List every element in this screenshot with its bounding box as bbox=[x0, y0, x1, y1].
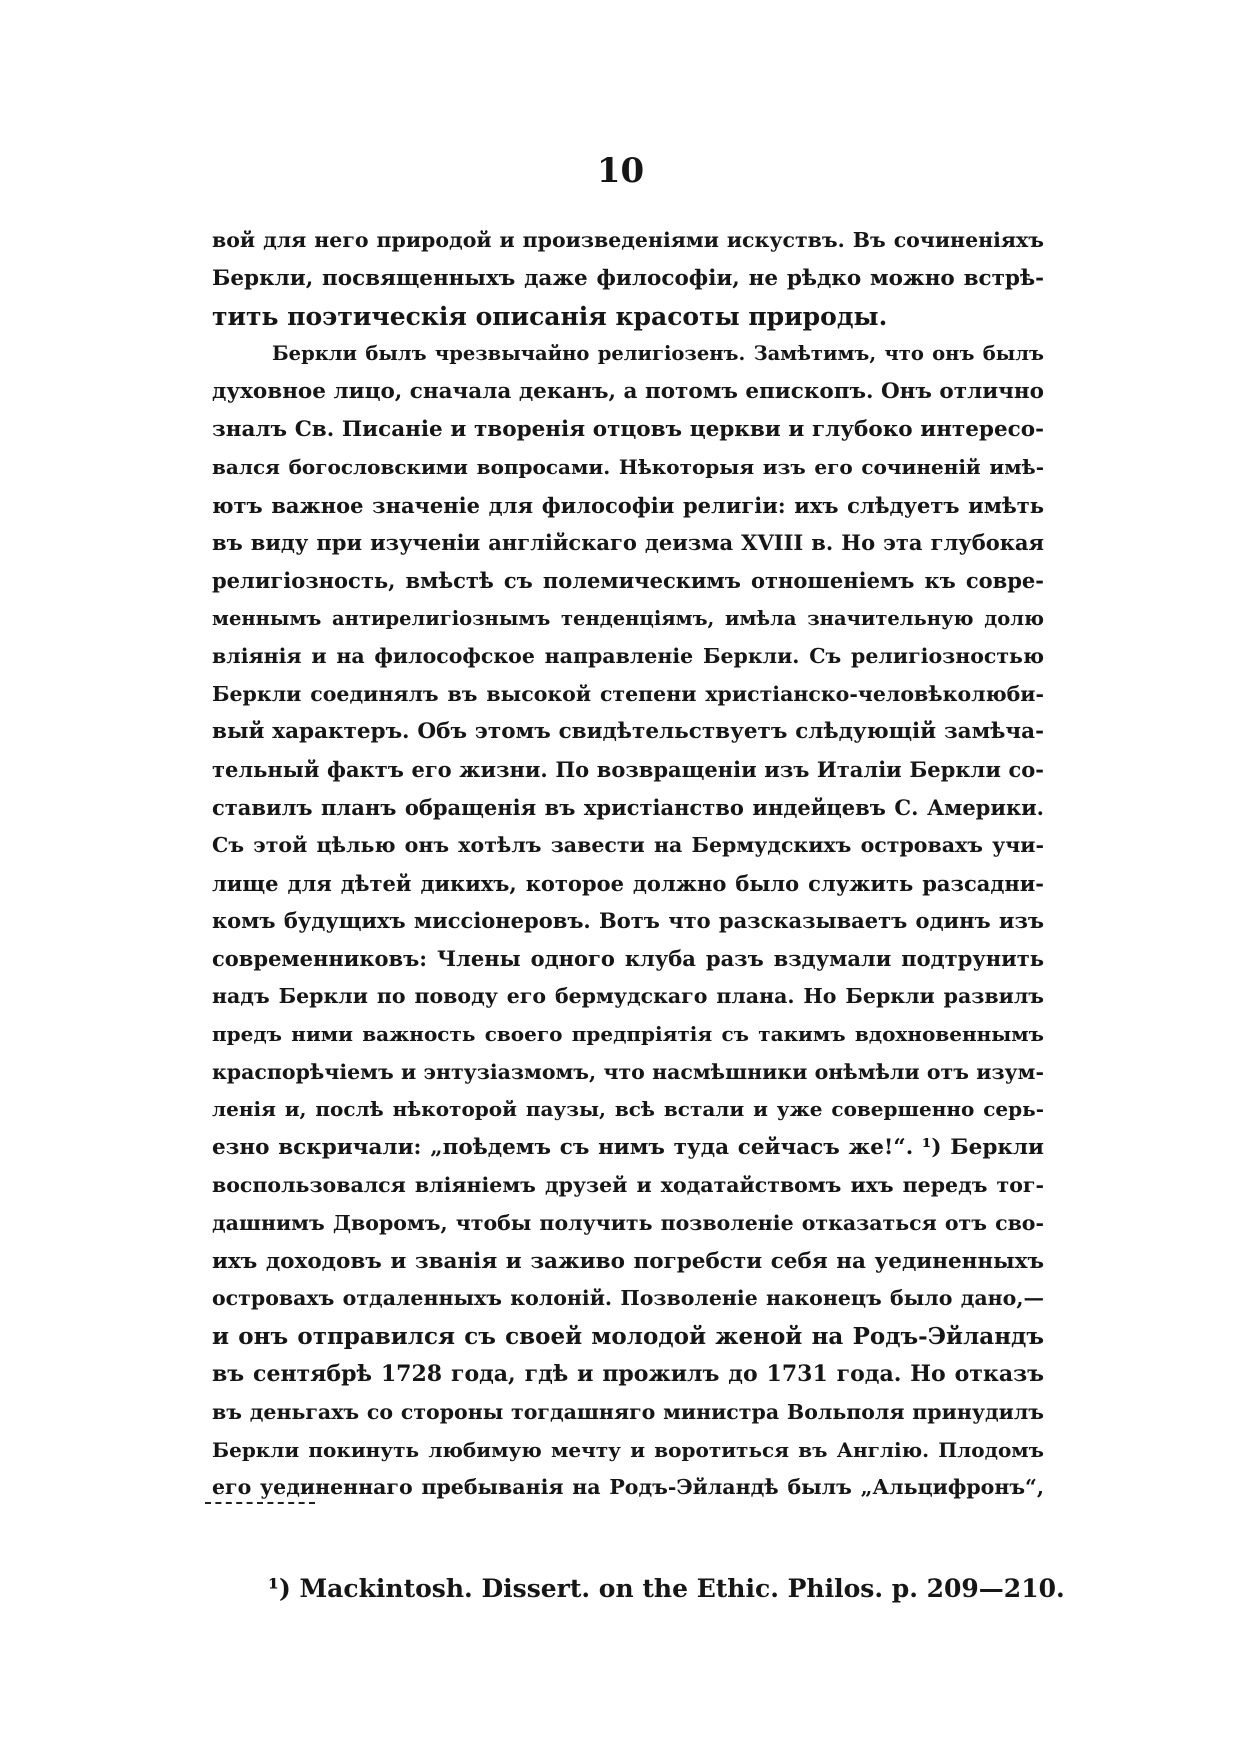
text-line: зналъ Св. Писаніе и творенія отцовъ церкви и глубоко интересо- bbox=[212, 416, 1044, 442]
text-line: тельный фактъ его жизни. По возвращеніи изъ Италіи Беркли со- bbox=[212, 757, 1044, 783]
text-line: комъ будущихъ миссіонеровъ. Вотъ что разсказываетъ одинъ изъ bbox=[212, 908, 1044, 934]
text-line: Беркли, посвященныхъ даже философіи, не рѣдко можно встрѣ- bbox=[212, 265, 1044, 291]
text-line: ленія и, послѣ нѣкоторой паузы, всѣ встали и уже совершенно серь- bbox=[212, 1097, 1044, 1122]
text-line: краспорѣчіемъ и энтузіазмомъ, что насмѣшники онѣмѣли отъ изум- bbox=[212, 1059, 1044, 1084]
text-line: въ виду при изученіи англійскаго деизма XVIII в. Но эта глубокая bbox=[212, 530, 1044, 556]
text-line: современниковъ: Члены одного клуба разъ вздумали подтрунить bbox=[212, 946, 1044, 972]
text-line: ихъ доходовъ и званія и заживо погребсти себя на уединенныхъ bbox=[212, 1248, 1044, 1274]
text-line: езно вскричали: „поѣдемъ съ нимъ туда сейчасъ же!“. ¹) Беркли bbox=[212, 1135, 1044, 1161]
text-line: ютъ важное значеніе для философіи религіи: ихъ слѣдуетъ имѣть bbox=[212, 492, 1044, 518]
text-line: вый характеръ. Объ этомъ свидѣтельствуетъ слѣдующій замѣча- bbox=[212, 719, 1044, 745]
text-line: Беркли соединялъ въ высокой степени христіанско-человѣколюби- bbox=[212, 681, 1044, 706]
body-text bbox=[212, 222, 1044, 1507]
text-line: предъ ними важность своего предпріятія съ такимъ вдохновеннымъ bbox=[212, 1021, 1044, 1046]
text-line: Съ этой цѣлью онъ хотѣлъ завести на Бермудскихъ островахъ учи- bbox=[212, 832, 1044, 857]
text-line: Беркли покинуть любимую мечту и воротиться въ Англію. Плодомъ bbox=[212, 1437, 1044, 1462]
text-line: въ деньгахъ со стороны тогдашняго министра Вольполя принудилъ bbox=[212, 1399, 1044, 1424]
text-line: въ сентябрѣ 1728 года, гдѣ и прожилъ до 1731 года. Но отказъ bbox=[212, 1360, 1044, 1387]
text-line: островахъ отдаленныхъ колоній. Позволеніе наконецъ было дано,— bbox=[212, 1286, 1044, 1311]
text-line: меннымъ антирелигіознымъ тенденціямъ, имѣла значительную долю bbox=[212, 606, 1044, 630]
text-line: вался богословскими вопросами. Нѣкоторыя изъ его сочиненій имѣ- bbox=[212, 454, 1044, 479]
text-line: лище для дѣтей дикихъ, которое должно было служить разсадни- bbox=[212, 870, 1044, 896]
text-line: вліянія и на философское направленіе Беркли. Съ религіозностью bbox=[212, 643, 1044, 668]
text-line: духовное лицо, сначала деканъ, а потомъ епископъ. Онъ отлично bbox=[212, 379, 1044, 405]
text-line: надъ Беркли по поводу его бермудскаго плана. Но Беркли развилъ bbox=[212, 983, 1044, 1008]
text-line: вой для него природой и произведеніями искуствъ. Въ сочиненіяхъ bbox=[212, 228, 1044, 252]
text-line: его уединеннаго пребыванія на Родъ-Эйландѣ былъ „Альцифронъ“, bbox=[212, 1475, 1044, 1500]
footnote: ¹) Mackintosh. Dissert. on the Ethic. Philos. p. 209—210. bbox=[268, 1574, 1065, 1603]
footnote-separator bbox=[205, 1502, 315, 1504]
text-line: дашнимъ Дворомъ, чтобы получить позволеніе отказаться отъ сво- bbox=[212, 1210, 1044, 1235]
text-line: тить поэтическія описанія красоты природы. bbox=[212, 301, 888, 331]
paragraph-start-line: Беркли былъ чрезвычайно религіозенъ. Замѣтимъ, что онъ былъ bbox=[272, 342, 1044, 366]
text-line: ставилъ планъ обращенія въ христіанство индейцевъ С. Америки. bbox=[212, 794, 1044, 820]
text-line: религіозность, вмѣстѣ съ полемическимъ отношеніемъ къ совре- bbox=[212, 568, 1044, 594]
text-line: воспользовался вліяніемъ друзей и ходатайствомъ ихъ передъ тог- bbox=[212, 1172, 1044, 1197]
text-line: и онъ отправился съ своей молодой женой на Родъ-Эйландъ bbox=[212, 1323, 1044, 1351]
page-number: 10 bbox=[596, 151, 645, 191]
